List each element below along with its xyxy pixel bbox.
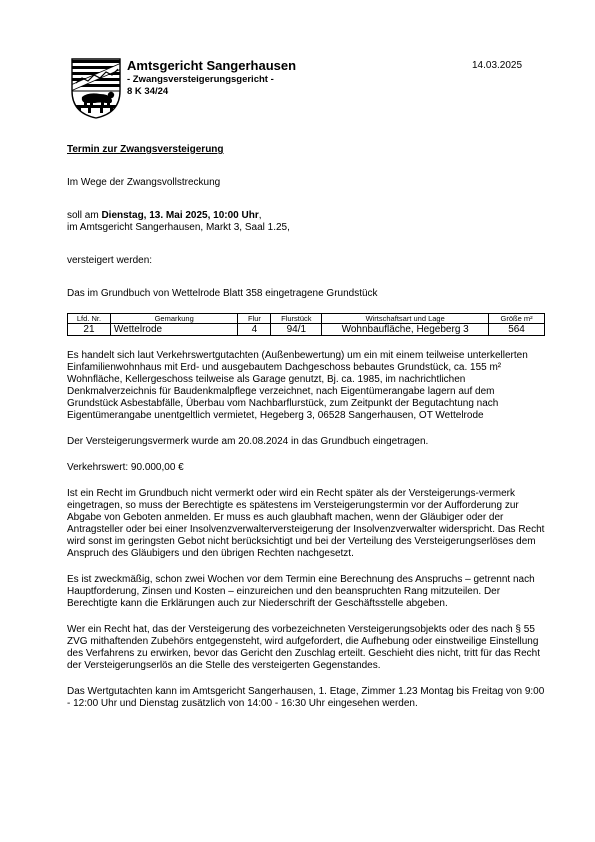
property-table [67, 313, 545, 336]
vermerk-text: Der Versteigerungsvermerk wurde am 20.08.2024 in das Grundbuch eingetragen. [67, 436, 429, 447]
table-cell: Wettelrode [110, 324, 238, 336]
table-row [68, 324, 545, 336]
table-header-row [68, 314, 545, 324]
versteigert-text: versteigert werden: [67, 255, 153, 266]
zweckmaessig-paragraph: Es ist zweckmäßig, schon zwei Wochen vor dem Termin eine Berechnung des Anspruchs – getrennt nach Hauptforderung, Zinsen und Kosten – einzureichen und den beanspruchten Rang mitzuteilen. Der Berechtigte kann die Erklärungen auch zur Niederschrift der Geschäftsstelle abgeben. [67, 574, 535, 609]
table-header-cell: Gemarkung [110, 314, 238, 324]
grundbuch-text: Das im Grundbuch von Wettelrode Blatt 358 eingetragene Grundstück [67, 288, 378, 299]
document-date: 14.03.2025 [472, 60, 523, 71]
table-cell: 94/1 [271, 324, 322, 336]
table-cell: 4 [238, 324, 271, 336]
table-header-cell: Wirtschaftsart und Lage [322, 314, 489, 324]
table-header-cell: Flurstück [271, 314, 322, 324]
gutachten-paragraph: Das Wertgutachten kann im Amtsgericht Sangerhausen, 1. Etage, Zimmer 1.23 Montag bis Freitag von 9:00 - 12:00 Uhr und Dienstag zusätzlich von 14:00 - 16:30 Uhr eingesehen werden. [67, 686, 545, 709]
appointment-line [67, 210, 545, 222]
appointment-suffix: , [258, 210, 262, 221]
rechte-paragraph: Ist ein Recht im Grundbuch nicht vermerkt oder wird ein Recht später als der Versteigerungs-vermerk eingetragen, so muss der Berechtigte es spätestens im Versteigerungstermin vor der Aufforderung zur Abgabe von Geboten anmelden. Er muss es auch glaubhaft machen, wenn der Gläubiger oder der Antragsteller oder bei einer Insolvenzverwalterversteigerung der Insolvenzverwalter widerspricht. Das Recht wird sonst im geringsten Gebot nicht berücksichtigt und bei der Verteilung des Versteigerungserlöses dem Anspruch des Gläubigers und den übrigen Rechten nachgesetzt. [67, 488, 545, 559]
verkehrswert-text: Verkehrswert: 90.000,00 € [67, 462, 184, 473]
saxony-anhalt-coat-of-arms-icon [70, 57, 122, 120]
appointment-prefix: soll am [67, 210, 102, 221]
appointment-location: im Amtsgericht Sangerhausen, Markt 3, Saal 1.25, [67, 222, 290, 233]
court-name: Amtsgericht Sangerhausen [127, 58, 297, 73]
table-cell: Wohnbaufläche, Hegeberg 3 [322, 324, 489, 336]
table-cell: 21 [68, 324, 111, 336]
table-header-cell: Größe m² [489, 314, 545, 324]
court-subtitle: - Zwangsversteigerungsgericht - [127, 74, 274, 85]
appointment-datetime: Dienstag, 13. Mai 2025, 10:00 Uhr [101, 210, 259, 221]
table-cell: 564 [489, 324, 545, 336]
case-number: 8 K 34/24 [127, 86, 169, 97]
document-title: Termin zur Zwangsversteigerung [67, 144, 224, 155]
property-description: Es handelt sich laut Verkehrswertgutachten (Außenbewertung) um ein mit einem teilweise unterkellerten Einfamilienwohnhaus mit Erd- und ausgebautem Dachgeschoss bebautes Grundstück, ca. 155 m² Wohnfläche, Kellergeschoss teilweise als Garage genutzt, Bj. ca. 1985, im nachrichtlichen Denkmalverzeichnis für Baudenkmalpflege verzeichnet, nach Eigentümerangabe lagern auf dem Grundstück Asbestabfälle, Überbau vom Nachbarflurstück, zum Zeitpunkt der Begutachtung nach Eigentümerangabe unentgeltlich vermietet, Hegeberg 3, 06528 Sangerhausen, OT Wettelrode [67, 350, 528, 421]
gegenrecht-paragraph: Wer ein Recht hat, das der Versteigerung des vorbezeichneten Versteigerungsobjekts oder des nach § 55 ZVG mithaftenden Zubehörs entgegensteht, wird aufgefordert, die Aufhebung oder einstweilige Einstellung des Verfahrens zu erwirken, bevor das Gericht den Zuschlag erteilt. Geschieht dies nicht, tritt für das Recht der Versteigerungserlös an die Stelle des versteigerten Gegenstandes. [67, 624, 541, 671]
document-body [67, 144, 545, 710]
table-header-cell: Flur [238, 314, 271, 324]
intro-text: Im Wege der Zwangsvollstreckung [67, 177, 221, 188]
table-header-cell: Lfd. Nr. [68, 314, 111, 324]
